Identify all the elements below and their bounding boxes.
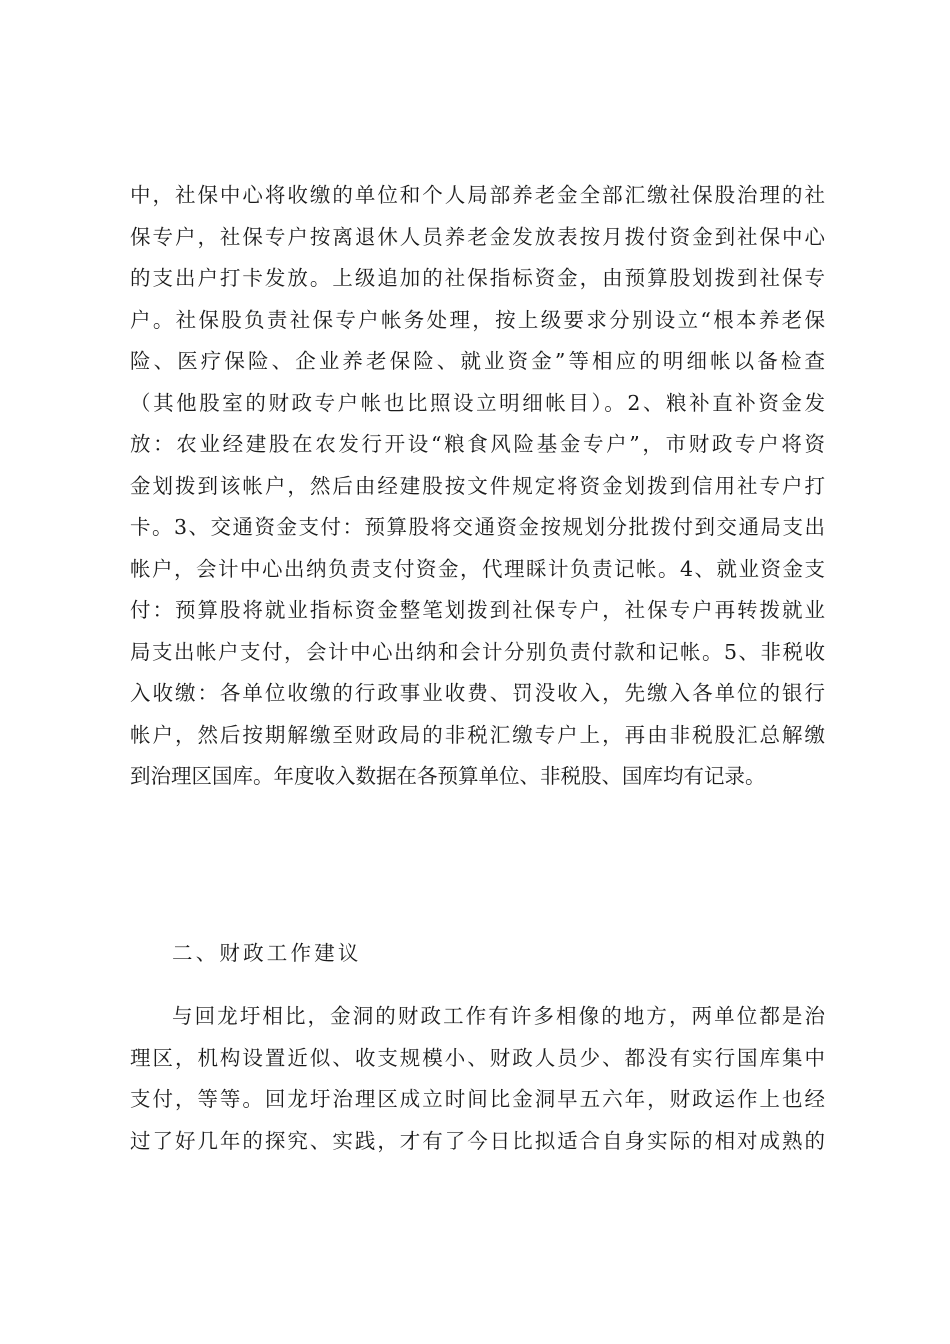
text-line: 支付，等等。回龙圩治理区成立时间比金洞早五六年，财政运作上也经 bbox=[130, 1087, 825, 1111]
text-line: 卡。3、交通资金支付：预算股将交通资金按规划分批拨付到交通局支出 bbox=[130, 515, 825, 539]
text-line: 局支出帐户支付，会计中心出纳和会计分别负责付款和记帐。5、非税收 bbox=[130, 639, 825, 664]
text-line: 金划拨到该帐户，然后由经建股按文件规定将资金划拨到信用社专户打 bbox=[130, 473, 825, 498]
text-line: 户。社保股负责社保专户帐务处理，按上级要求分别设立“根本养老保 bbox=[130, 307, 825, 332]
text-line: 过了好几年的探究、实践，才有了今日比拟适合自身实际的相对成熟的 bbox=[130, 1128, 825, 1153]
text-line: （其他股室的财政专户帐也比照设立明细帐目）。2、粮补直补资金发 bbox=[130, 390, 825, 415]
text-line: 中，社保中心将收缴的单位和个人局部养老金全部汇缴社保股治理的社 bbox=[130, 183, 825, 207]
text-line: 险、医疗保险、企业养老保险、就业资金”等相应的明细帐以备检查 bbox=[130, 349, 825, 373]
heading-text: 二、财政工作建议 bbox=[172, 941, 362, 965]
text-line: 付：预算股将就业指标资金整笔划拨到社保专户，社保专户再转拨就业 bbox=[130, 598, 825, 622]
text-line: 与回龙圩相比，金洞的财政工作有许多相像的地方，两单位都是治 bbox=[172, 1004, 825, 1028]
text-line: 帐户，然后按期解缴至财政局的非税汇缴专户上，再由非税股汇总解缴 bbox=[130, 722, 825, 747]
text-line: 保专户，社保专户按离退休人员养老金发放表按月拨付资金到社保中心 bbox=[130, 224, 825, 249]
text-line: 放：农业经建股在农发行开设“粮食风险基金专户”，市财政专户将资 bbox=[130, 432, 825, 456]
text-line: 入收缴：各单位收缴的行政事业收费、罚没收入，先缴入各单位的银行 bbox=[130, 681, 825, 705]
text-line: 帐户，会计中心出纳负责支付资金，代理睬计负责记帐。4、就业资金支 bbox=[130, 556, 825, 581]
text-line: 到治理区国库。年度收入数据在各预算单位、非税股、国库均有记录。 bbox=[130, 764, 766, 788]
text-line: 理区，机构设置近似、收支规模小、财政人员少、都没有实行国库集中 bbox=[130, 1045, 825, 1070]
text-line: 的支出户打卡发放。上级追加的社保指标资金，由预算股划拨到社保专 bbox=[130, 266, 825, 290]
